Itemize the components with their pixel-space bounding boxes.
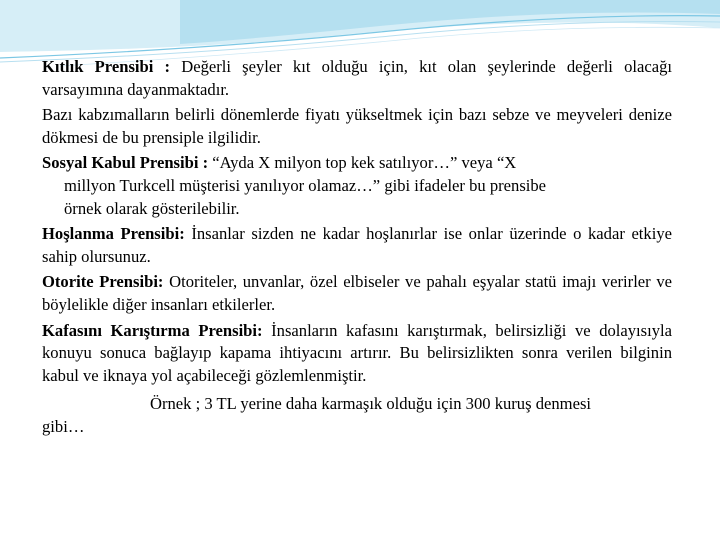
title-otorite: Otorite Prensibi: [42,272,164,292]
paragraph-kitlik [42,56,672,101]
text-kafasini: İnsanların kafasını karıştırmak, belirsizliği ve dolayısıyla konuyu sonuca bağlayıp kapama ihtiyacını artırır. Bu belirsizlikten sonra verilen bilginin kabul ve iknaya yol açabileceği gözlemlenmiştir. [42,320,673,385]
example-kafasini: Örnek ; 3 TL yerine daha karmaşık olduğu için 300 kuruş denmesi [150,394,592,414]
text-sosyal-line2: millyon Turkcell müşterisi yanılıyor olamaz…” gibi ifadeler bu prensibe [64,175,547,195]
slide-content [42,56,672,442]
text-otorite: Otoriteler, unvanlar, özel elbiseler ve pahalı eşyalar statü imajı verirler ve böylelikle diğer insanları etkilerler. [42,272,672,314]
paragraph-kafasini [42,320,672,439]
text-sosyal-line1: “Ayda X milyon top kek satılıyor…” veya “X [208,153,517,173]
example-kafasini-end: gibi… [42,416,85,436]
text-kitlik: Değerli şeyler kıt olduğu için, kıt olan şeylerinde değerli olacağı varsayımına dayanmaktadır. [42,57,672,99]
paragraph-sosyal [42,152,672,220]
paragraph-hoslanma [42,223,672,268]
text-sosyal-line3: örnek olarak gösterilebilir. [64,198,240,218]
text-hoslanma: İnsanlar sizden ne kadar hoşlanırlar ise onlar üzerinde o kadar etkiye sahip olursunuz. [42,224,672,266]
title-kafasini: Kafasını Karıştırma Prensibi: [42,320,263,340]
paragraph-kabzimal [42,104,672,149]
paragraph-otorite [42,271,672,316]
title-hoslanma: Hoşlanma Prensibi: [42,224,185,244]
text-kabzimal: Bazı kabzımalların belirli dönemlerde fiyatı yükseltmek için bazı sebze ve meyveleri denize dökmesi de bu prensiple ilgilidir. [42,105,672,147]
title-kitlik: Kıtlık Prensibi : [42,57,171,76]
title-sosyal: Sosyal Kabul Prensibi : [42,153,209,173]
